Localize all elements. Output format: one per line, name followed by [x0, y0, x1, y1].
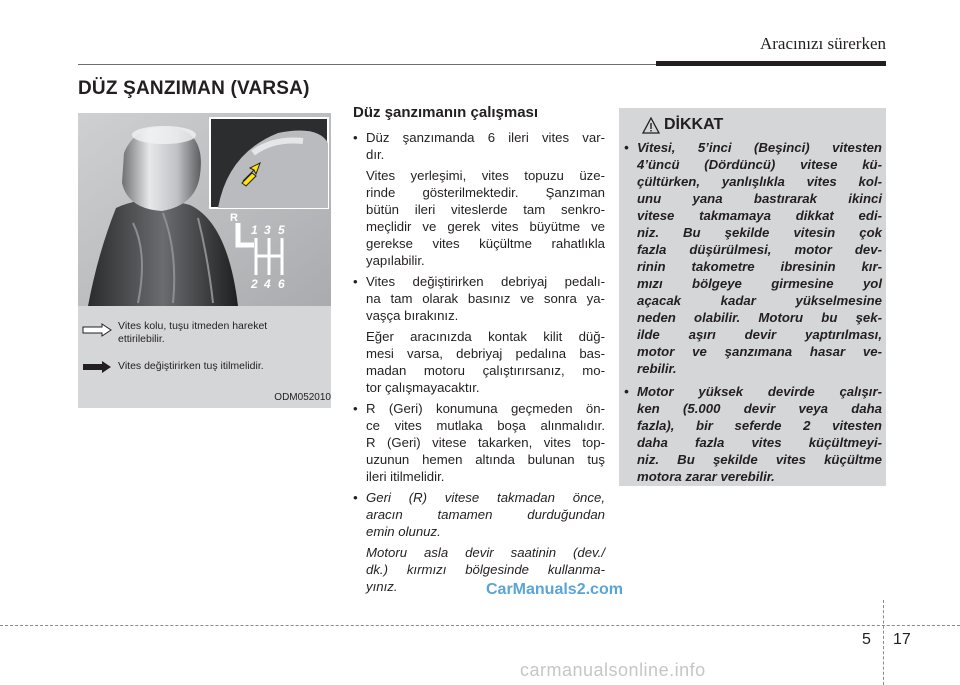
- legend-text-line: ettirilebilir.: [118, 333, 165, 345]
- text-line: yapılabilir.: [366, 253, 425, 268]
- text-line: gerekse vites küçültme rahatlıkla: [366, 236, 605, 251]
- text-line: • Geri (R) vitese takmadan önce,: [366, 490, 605, 505]
- text-line: ken (5.000 devir veya daha: [637, 401, 882, 416]
- watermark-link[interactable]: CarManuals2.com: [486, 581, 623, 598]
- text-line: aracın tamamen durduğundan: [366, 507, 605, 522]
- list-item: [353, 400, 605, 485]
- text-line: R (Geri) vitese takarken, vites top-: [366, 435, 605, 450]
- gear-label-4: 4: [264, 277, 271, 291]
- footer-rule: [0, 625, 960, 626]
- gear-knob-illustration: [78, 113, 331, 306]
- chapter-header-title: Aracınızı sürerken: [759, 34, 886, 53]
- text-line: daha fazla vites küçültmeyi-: [637, 435, 882, 450]
- text-line: vaşça bırakınız.: [366, 308, 459, 323]
- gear-label-6: 6: [278, 277, 285, 291]
- main-body: [353, 129, 605, 595]
- text-line: 4’üncü (Dördüncü) vitese kü-: [637, 157, 882, 172]
- text-line: bütün ileri viteslerde tam senkro-: [366, 202, 605, 217]
- text-line: yınız.: [366, 579, 398, 594]
- text-line: • Vitesi, 5’inci (Beşinci) vitesten: [637, 140, 882, 155]
- text-line: Vites yerleşimi, vites topuzu üze-: [366, 168, 605, 183]
- list-item: [353, 129, 605, 163]
- text-line: rinin takometre ibresinin kır-: [637, 259, 882, 274]
- text-line: • Motor yüksek devirde çalışır-: [637, 384, 882, 399]
- text-line: mesi varsa, debriyaj pedalına bas-: [366, 346, 605, 361]
- gear-label-reverse: R: [230, 212, 238, 224]
- figure-code: ODM052010: [274, 392, 331, 403]
- caution-title: DİKKAT: [664, 116, 724, 133]
- text-line: vitese takmamaya dikkat edi-: [637, 208, 882, 223]
- gear-label-5: 5: [278, 223, 285, 237]
- caution-text: [624, 139, 882, 485]
- text-line: na tam olarak basınız ve sonra ya-: [366, 291, 605, 306]
- site-watermark: carmanualsonline.info: [520, 660, 706, 680]
- text-line: niz. Bu şekilde vitesin çok: [637, 225, 882, 240]
- text-line: ilde aşırı devir yaptırılması,: [637, 327, 882, 342]
- page-number: 17: [893, 631, 911, 648]
- footer-divider: [883, 600, 884, 685]
- text-line: tor çalışmayacaktır.: [366, 380, 480, 395]
- gear-label-2: 2: [251, 277, 258, 291]
- list-item: [353, 273, 605, 324]
- text-line: • R (Geri) konumuna geçmeden ön-: [366, 401, 605, 416]
- text-line: dır.: [366, 147, 385, 162]
- solid-arrow-icon: [82, 360, 112, 374]
- text-line: mızı bölgeye girmesine yol: [637, 276, 882, 291]
- text-line: Eğer aracınızda kontak kilit düğ-: [366, 329, 605, 344]
- text-line: ce vites mutlaka boşa alınmalıdır.: [366, 418, 605, 433]
- list-item: [624, 139, 882, 377]
- text-line: meçlidir ve gerek vites büyütme ve: [366, 219, 605, 234]
- header-rule: [78, 64, 656, 65]
- legend-text-line: Vites kolu, tuşu itmeden hareket: [118, 320, 268, 332]
- text-line: unu yana bastırarak ikinci: [637, 191, 882, 206]
- text-line: dk.) kırmızı bölgesinde kullanma-: [366, 562, 605, 577]
- paragraph: [353, 328, 605, 396]
- text-line: motora zarar verebilir.: [637, 469, 775, 484]
- legend-text-line: Vites değiştirirken tuş itilmelidir.: [118, 360, 264, 372]
- text-line: • Vites değiştirirken debriyaj pedalı-: [366, 274, 605, 289]
- text-line: fazla düşürülmesi, motor dev-: [637, 242, 882, 257]
- subsection-heading: Düz şanzımanın çalışması: [353, 104, 539, 121]
- text-line: açacak kadar yükselmesine: [637, 293, 882, 308]
- text-line: rinde gösterilmektedir. Şanzıman: [366, 185, 605, 200]
- gear-label-1: 1: [251, 223, 258, 237]
- text-line: uzunun hemen altında bulunan tuş: [366, 452, 605, 467]
- text-line: madan motoru çalıştırırsanız, mo-: [366, 363, 605, 378]
- list-item: [624, 383, 882, 485]
- text-line: ileri itilmelidir.: [366, 469, 445, 484]
- section-title: DÜZ ŞANZIMAN (VARSA): [78, 78, 310, 99]
- text-line: neden olabilir. Motoru bu şek-: [637, 310, 882, 325]
- text-line: çültürken, yanlışlıkla vites kol-: [637, 174, 882, 189]
- text-line: emin olunuz.: [366, 524, 441, 539]
- text-line: • Düz şanzımanda 6 ileri vites var-: [366, 130, 605, 145]
- text-line: niz. Bu şekilde vites küçültme: [637, 452, 882, 467]
- text-line: motor ve şanzımana hasar ve-: [637, 344, 882, 359]
- chapter-number: 5: [862, 631, 871, 648]
- text-line: rebilir.: [637, 361, 677, 376]
- gear-label-3: 3: [264, 223, 271, 237]
- text-line: fazla), bir seferde 2 vitesten: [637, 418, 882, 433]
- header-rule-bold: [656, 61, 886, 66]
- paragraph: [353, 167, 605, 269]
- outline-arrow-icon: [82, 323, 112, 337]
- text-line: Motoru asla devir saatinin (dev./: [366, 545, 605, 560]
- gear-shift-figure: [78, 113, 331, 408]
- warning-triangle-icon: [642, 117, 660, 134]
- list-item-caution: [353, 489, 605, 540]
